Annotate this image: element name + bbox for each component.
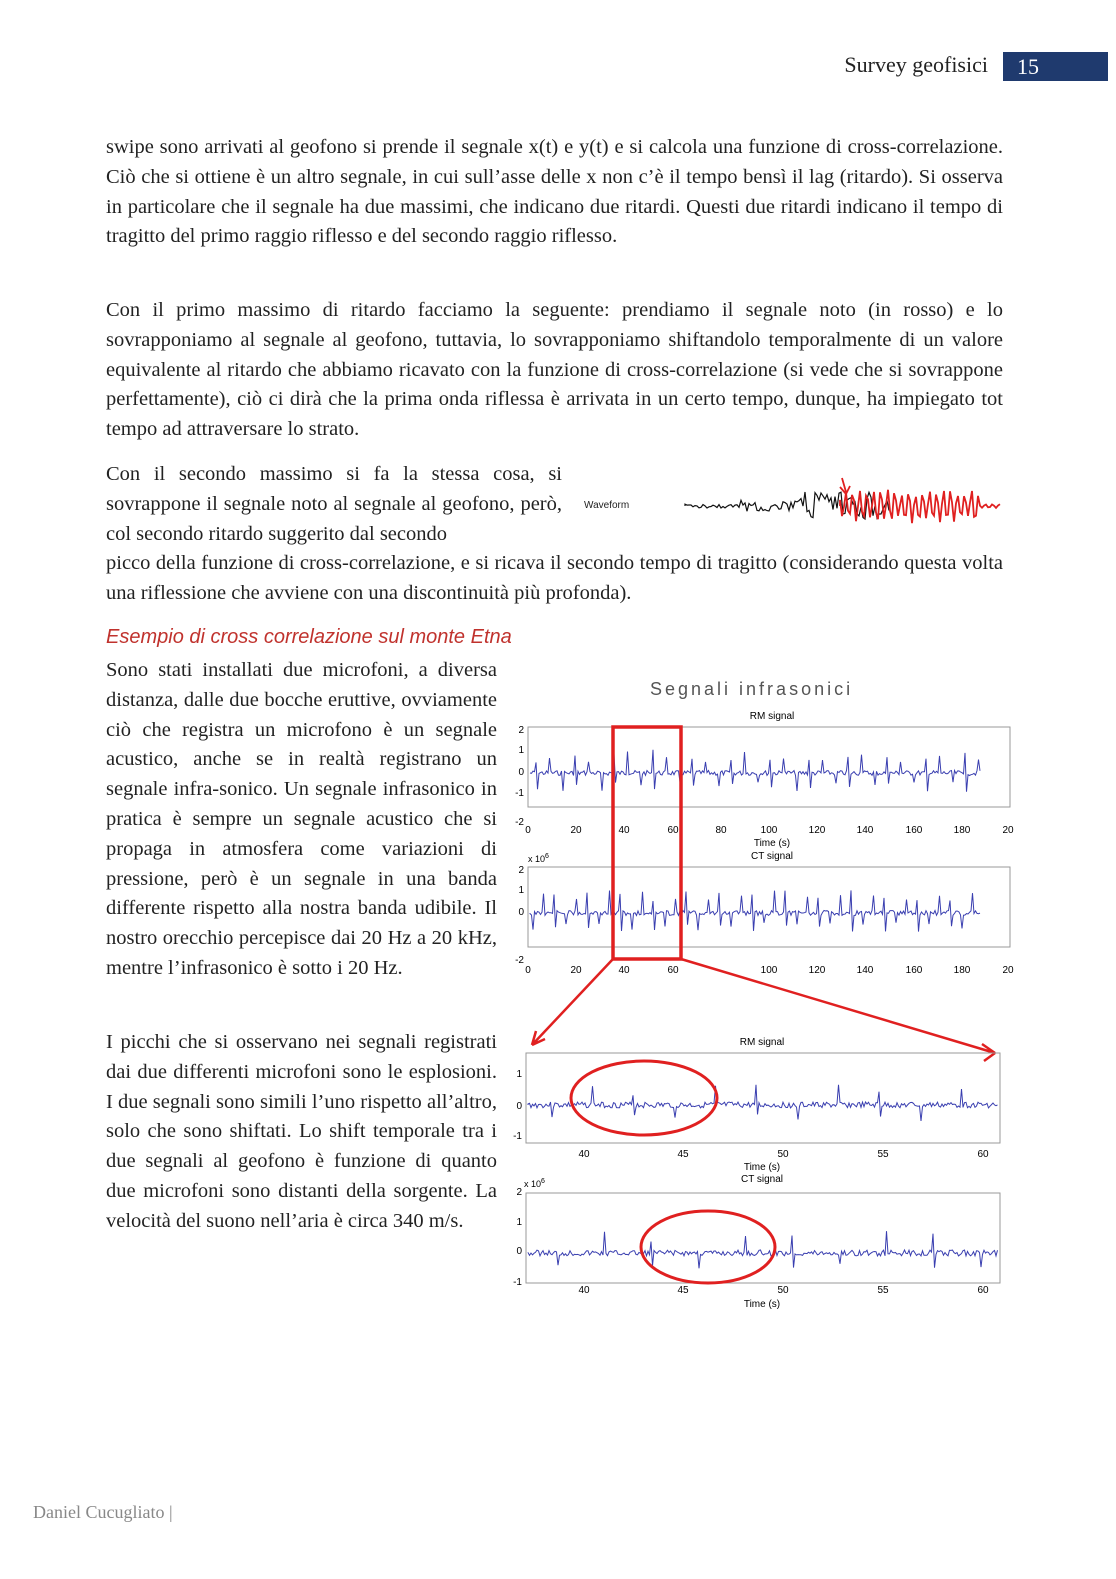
rm-xtick-120: 120 xyxy=(808,825,826,836)
rm-explosion-highlight xyxy=(571,1061,717,1135)
zoom-selection-box xyxy=(613,727,681,959)
zoom-ct-title: CT signal xyxy=(740,1174,784,1185)
zoom-ct-xtick-45: 45 xyxy=(677,1285,689,1296)
rm-xtick-60: 60 xyxy=(667,825,679,836)
ct-xtick-100: 100 xyxy=(760,965,778,976)
ct-ytick-2: 2 xyxy=(518,865,524,876)
waveform-figure xyxy=(680,470,1005,532)
ct-signal-title: CT signal xyxy=(750,851,794,862)
waveform-label: Waveform xyxy=(584,500,630,511)
paragraph-second-maximum-start: Con il secondo massimo si fa la stessa cosa, si sovrappone il segnale noto al segnale al geofono, però, col secondo ritardo suggerito dal secondo xyxy=(106,463,562,545)
zoom-ct-xtick-55: 55 xyxy=(877,1285,889,1296)
zoom-ct-xtick-60: 60 xyxy=(977,1285,989,1296)
ct-xtick-120: 120 xyxy=(808,965,826,976)
rm-xlabel: Time (s) xyxy=(753,838,791,849)
paragraph-first-maximum: Con il primo massimo di ritardo facciamo la seguente: prendiamo il segnale noto (in rosso) e lo sovrapponiamo al segnale al geofono, tuttavia, lo sovrapponiamo shiftandolo temporalmente di un valore equivalente al ritardo che abbiamo ricavato con la funzione di cross-correlazione (si vede che si sovrappone perfettamente), ciò ci dirà che la prima onda riflessa è arrivata in un certo tempo, dunque, ha impiegato tot tempo ad attraversare lo strato. xyxy=(106,299,1003,441)
zoom-rm-trace xyxy=(528,1085,998,1121)
ct-xtick-180: 180 xyxy=(953,965,971,976)
page-number-badge: 15 xyxy=(1003,52,1108,81)
infrasonic-signals-figure xyxy=(510,665,1015,1315)
zoom-arrow-right-icon xyxy=(681,959,995,1061)
ct-ytick-neg2: -2 xyxy=(515,955,524,966)
zoom-ct-ytick-2: 2 xyxy=(516,1187,522,1198)
zoom-ct-xtick-40: 40 xyxy=(578,1285,590,1296)
rm-xtick-200: 20 xyxy=(1002,825,1014,836)
paragraph-second-maximum-end: picco della funzione di cross-correlazione, e si ricava il secondo tempo di tragitto (considerando questa volta una riflessione che avviene con una discontinuità più profonda). xyxy=(106,552,1003,604)
paragraph-explosion-peaks: I picchi che si osservano nei segnali registrati dai due differenti microfoni sono le esplosioni. I due segnali sono simili l’uno rispetto all’altro, solo che sono shiftati. Lo shift temporale tra i due segnali al geofono è funzione di quanto due microfoni sono distanti della sorgente. La velocità del suono nell’aria è circa 340 m/s. xyxy=(106,1031,497,1232)
zoom-rm-xtick-60: 60 xyxy=(977,1149,989,1160)
rm-ytick-1: 1 xyxy=(518,745,524,756)
zoom-rm-ytick-1: 1 xyxy=(516,1069,522,1080)
zoom-ct-exponent-label: x $10^6$ xyxy=(524,1178,545,1189)
rm-ytick-0: 0 xyxy=(518,767,524,778)
rm-xtick-40: 40 xyxy=(618,825,630,836)
zoom-rm-ytick-0: 0 xyxy=(516,1101,522,1112)
ct-ytick-0: 0 xyxy=(518,907,524,918)
zoom-ct-ytick-neg1: -1 xyxy=(513,1277,522,1288)
ct-plot-frame xyxy=(528,867,1010,947)
figure-title: Segnali infrasonici xyxy=(650,679,854,699)
known-signal-trace xyxy=(840,490,1000,523)
running-header-title: Survey geofisici xyxy=(844,52,988,77)
rm-ytick-2: 2 xyxy=(518,725,524,736)
zoom-rm-xtick-55: 55 xyxy=(877,1149,889,1160)
paragraph-microphones: Sono stati installati due microfoni, a diversa distanza, dalle due bocche eruttive, ovviamente ciò che registra un microfono è un segnale acustico, anche se in realtà registrano un segnale infra-sonico. Un segnale infrasonico in pratica è sempre un segnale acustico che si propaga in atmosfera come variazioni di pressione, però è un segnale in una banda differente rispetto alla nostra banda udibile. Il nostro orecchio percepisce dai 20 Hz a 20 kHz, mentre l’infrasonico è sotto i 20 Hz. xyxy=(106,659,497,979)
rm-xtick-0: 0 xyxy=(525,825,531,836)
zoom-rm-frame xyxy=(526,1053,1000,1143)
section-heading-etna: Esempio di cross correlazione sul monte Etna xyxy=(106,626,512,648)
ct-xtick-40: 40 xyxy=(618,965,630,976)
zoom-ct-xlabel: Time (s) xyxy=(743,1299,781,1310)
zoom-rm-xtick-45: 45 xyxy=(677,1149,689,1160)
rm-ytick-neg2: -2 xyxy=(515,817,524,828)
zoom-rm-ytick-neg1: -1 xyxy=(513,1131,522,1142)
rm-signal-trace xyxy=(530,750,980,792)
zoom-ct-trace xyxy=(528,1231,998,1268)
zoom-rm-xlabel: Time (s) xyxy=(743,1162,781,1173)
footer-author: Daniel Cucugliato | xyxy=(33,1502,173,1522)
zoom-ct-ytick-1: 1 xyxy=(516,1217,522,1228)
zoom-rm-xtick-50: 50 xyxy=(777,1149,789,1160)
ct-exponent-label: x $10^6$ xyxy=(528,853,549,864)
rm-xtick-80: 80 xyxy=(715,825,727,836)
zoom-rm-xtick-40: 40 xyxy=(578,1149,590,1160)
rm-xtick-20: 20 xyxy=(570,825,582,836)
rm-xtick-180: 180 xyxy=(953,825,971,836)
zoom-rm-title: RM signal xyxy=(739,1037,785,1048)
ct-xtick-200: 20 xyxy=(1002,965,1014,976)
ct-explosion-highlight xyxy=(641,1211,775,1283)
rm-xtick-160: 160 xyxy=(905,825,923,836)
rm-xtick-100: 100 xyxy=(760,825,778,836)
rm-ytick-neg1: -1 xyxy=(515,788,524,799)
zoom-ct-xtick-50: 50 xyxy=(777,1285,789,1296)
zoom-ct-ytick-0: 0 xyxy=(516,1246,522,1257)
ct-xtick-160: 160 xyxy=(905,965,923,976)
paragraph-cross-correlation: swipe sono arrivati al geofono si prende il segnale x(t) e y(t) e si calcola una funzione di cross-correlazione. Ciò che si ottiene è un altro segnale, in cui sull’asse delle x non c’è il tempo bensì il lag (ritardo). Si osserva in particolare che il segnale ha due massimi, che indicano due ritardi. Questi due ritardi indicano il tempo di tragitto del primo raggio riflesso e del secondo raggio riflesso. xyxy=(106,136,1003,248)
ct-xtick-0: 0 xyxy=(525,965,531,976)
ct-signal-trace xyxy=(530,890,980,931)
ct-xtick-20: 20 xyxy=(570,965,582,976)
ct-xtick-60: 60 xyxy=(667,965,679,976)
ct-ytick-1: 1 xyxy=(518,885,524,896)
rm-xtick-140: 140 xyxy=(856,825,874,836)
ct-xtick-140: 140 xyxy=(856,965,874,976)
rm-signal-title: RM signal xyxy=(749,711,795,722)
